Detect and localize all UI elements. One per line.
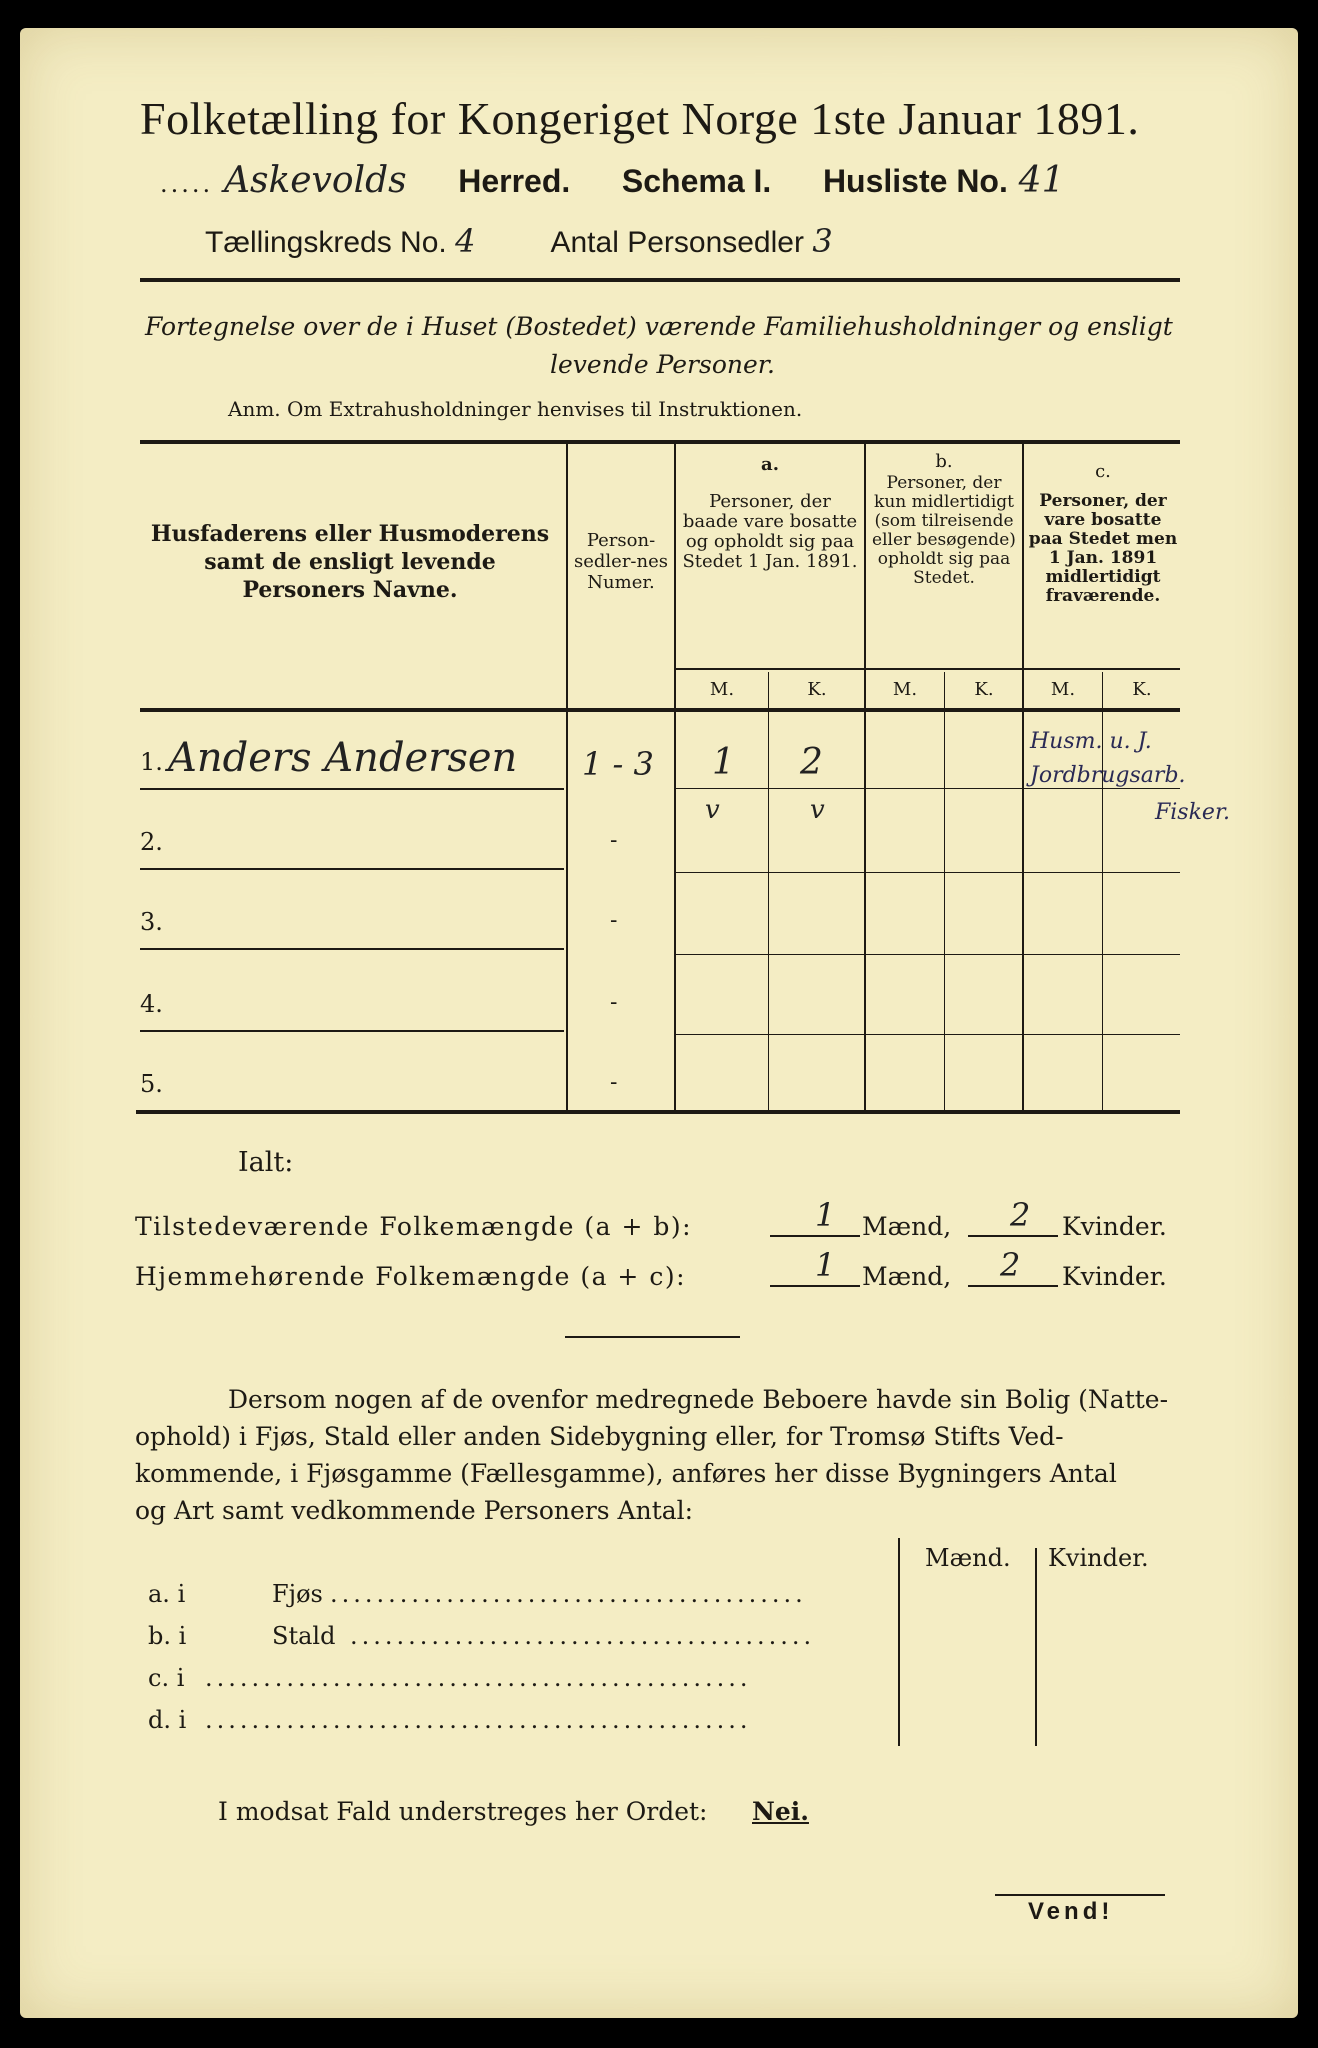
row-rule bbox=[140, 948, 564, 950]
tilsted-k-value: 2 bbox=[1010, 1196, 1031, 1234]
herred-value: Askevolds bbox=[223, 160, 407, 201]
husliste-label: Husliste No. bbox=[822, 163, 1008, 199]
row-1-a-k: 2 bbox=[800, 742, 823, 783]
modsat-label: I modsat Fald understreges her Ordet: bbox=[218, 1797, 708, 1826]
herred-label: Herred. bbox=[458, 163, 571, 199]
bldg-b-label: Stald bbox=[272, 1622, 336, 1650]
row-1-name: Anders Andersen bbox=[168, 735, 518, 781]
hjemme-label: Hjemmehørende Folkemængde (a + c): bbox=[135, 1262, 686, 1291]
row-rule bbox=[140, 1030, 564, 1032]
table-header-rule bbox=[140, 708, 1180, 712]
bldg-col-divider bbox=[898, 1538, 900, 1746]
row-rule bbox=[676, 954, 1180, 955]
col-divider bbox=[768, 672, 769, 1112]
col-b-letter: b. bbox=[935, 451, 953, 472]
row-5-number: 5. bbox=[140, 1070, 163, 1098]
col-divider bbox=[1022, 444, 1024, 1112]
col-names-header: Husfaderens eller Husmoderens samt de ensligt levende Personers Navne. bbox=[150, 521, 550, 603]
bldg-d-letter: d. i bbox=[148, 1706, 187, 1734]
hjemme-k-line bbox=[968, 1285, 1058, 1287]
row-1-a-m: 1 bbox=[712, 742, 735, 783]
kreds-value: 4 bbox=[455, 222, 476, 260]
col-c-m: M. bbox=[1050, 679, 1076, 700]
tilsted-label: Tilstedeværende Folkemængde (a + b): bbox=[135, 1212, 693, 1241]
col-c-k: K. bbox=[1132, 679, 1152, 700]
husliste-value: 41 bbox=[1018, 160, 1065, 201]
hjemme-maend: Mænd, bbox=[862, 1262, 952, 1291]
row-2-numer: - bbox=[610, 828, 618, 853]
row-3-number: 3. bbox=[140, 908, 163, 936]
personsedler-value: 3 bbox=[812, 222, 833, 260]
row-rule bbox=[140, 868, 564, 870]
table-bottom-rule bbox=[136, 1110, 1180, 1114]
header-rule bbox=[140, 278, 1180, 282]
col-a-m: M. bbox=[709, 679, 735, 700]
row-1-number: 1. bbox=[140, 748, 163, 776]
bldg-a-letter: a. i bbox=[148, 1580, 186, 1608]
tilsted-m-value: 1 bbox=[815, 1196, 836, 1234]
row-2-a-m: v bbox=[705, 795, 720, 825]
form-title: Folketælling for Kongeriget Norge 1ste Januar 1891. bbox=[140, 93, 1140, 144]
separator-rule bbox=[565, 1336, 740, 1338]
ialt-label: Ialt: bbox=[238, 1147, 294, 1178]
bldg-b-letter: b. i bbox=[148, 1622, 187, 1650]
vend-rule bbox=[995, 1894, 1165, 1896]
tilsted-kvinder: Kvinder. bbox=[1062, 1212, 1167, 1241]
para-line1: Dersom nogen af de ovenfor medregnede Beboere havde sin Bolig (Natte- bbox=[228, 1385, 1169, 1414]
col-a-k: K. bbox=[807, 679, 827, 700]
schema-label: Schema I. bbox=[621, 163, 772, 199]
row-rule bbox=[140, 788, 564, 790]
row-rule bbox=[676, 1034, 1180, 1035]
col-c-letter: c. bbox=[1095, 461, 1111, 482]
row-2-number: 2. bbox=[140, 828, 163, 856]
row-4-number: 4. bbox=[140, 990, 163, 1018]
row-4-numer: - bbox=[610, 990, 618, 1015]
hjemme-m-line bbox=[770, 1285, 860, 1287]
col-divider bbox=[864, 444, 866, 1112]
para-line3: kommende, i Fjøsgamme (Fællesgamme), anføres her disse Bygningers Antal bbox=[135, 1459, 1117, 1488]
tilsted-maend: Mænd, bbox=[862, 1212, 952, 1241]
hjemme-k-value: 2 bbox=[1000, 1246, 1021, 1284]
para-line2: ophold) i Fjøs, Stald eller anden Sidebygning eller, for Tromsø Stifts Ved- bbox=[135, 1422, 1064, 1451]
row-2-c-note: Fisker. bbox=[1155, 800, 1231, 825]
herred-row: ..... Askevolds Herred. Schema I. Husliste No. 41 bbox=[160, 160, 1065, 201]
table-top-rule bbox=[140, 440, 1180, 444]
row-1-c-note: Husm. u. J. Jordbrugsarb. bbox=[1030, 729, 1186, 788]
tilsted-m-line bbox=[770, 1235, 860, 1237]
bldg-maend-header: Mænd. bbox=[925, 1544, 1011, 1572]
col-c-header: Personer, der vare bosatte paa Stedet men 1 Jan. 1891 midlertidigt fraværende. bbox=[1028, 491, 1178, 606]
para-line4: og Art samt vedkommende Personers Antal: bbox=[135, 1496, 694, 1525]
mk-rule bbox=[676, 668, 1180, 670]
row-2-a-k: v bbox=[810, 795, 825, 825]
anm-note: Anm. Om Extrahusholdninger henvises til Instruktionen. bbox=[228, 397, 803, 421]
row-3-numer: - bbox=[610, 908, 618, 933]
modsat-value: Nei. bbox=[752, 1797, 809, 1826]
col-b-m: M. bbox=[892, 679, 918, 700]
col-divider bbox=[566, 444, 568, 1112]
intro-line1: Fortegnelse over de i Huset (Bostedet) værende Familiehusholdninger og ensligt bbox=[145, 312, 1173, 341]
col-numer-header: Person-sedler-nes Numer. bbox=[574, 530, 668, 593]
row-rule bbox=[676, 872, 1180, 873]
col-b-header: Personer, der kun midlertidigt (som tilreisende eller besøgende) opholdt sig paa Stedet. bbox=[872, 473, 1016, 588]
kreds-row bbox=[205, 222, 833, 260]
tilsted-k-line bbox=[968, 1235, 1058, 1237]
bldg-col-divider bbox=[1035, 1548, 1037, 1746]
hjemme-kvinder: Kvinder. bbox=[1062, 1262, 1167, 1291]
col-divider bbox=[944, 672, 945, 1112]
hjemme-m-value: 1 bbox=[815, 1246, 836, 1284]
row-1-numer: 1 - 3 bbox=[582, 745, 654, 783]
col-a-letter: a. bbox=[761, 454, 779, 475]
personsedler-label: Antal Personsedler bbox=[550, 226, 804, 259]
intro-line2: levende Personer. bbox=[550, 350, 775, 379]
col-divider bbox=[674, 444, 676, 1112]
bldg-a-label: Fjøs bbox=[272, 1580, 323, 1608]
col-b-k: K. bbox=[974, 679, 994, 700]
bldg-c-letter: c. i bbox=[148, 1664, 185, 1692]
vend-label: Vend! bbox=[1028, 1898, 1114, 1925]
bldg-kvinder-header: Kvinder. bbox=[1048, 1544, 1149, 1572]
row-5-numer: - bbox=[610, 1070, 618, 1095]
kreds-label: Tællingskreds No. bbox=[205, 226, 447, 259]
col-a-header: Personer, der baade vare bosatte og opholdt sig paa Stedet 1 Jan. 1891. bbox=[682, 491, 858, 572]
